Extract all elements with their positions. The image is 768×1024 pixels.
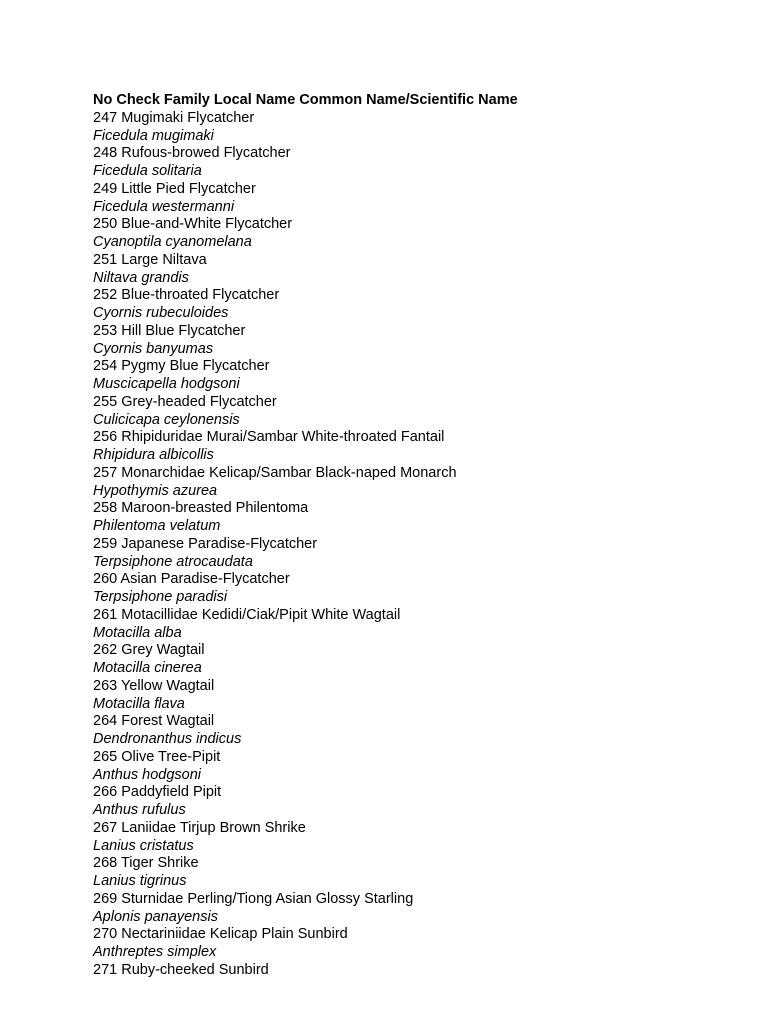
species-common-name: 253 Hill Blue Flycatcher: [93, 322, 246, 339]
species-scientific-name: Niltava grandis: [93, 269, 189, 286]
species-common-name: 268 Tiger Shrike: [93, 855, 199, 872]
species-common-name: 250 Blue-and-White Flycatcher: [93, 216, 293, 233]
species-common-name: 251 Large Niltava: [93, 251, 207, 268]
species-scientific-name: Ficedula mugimaki: [93, 127, 214, 144]
species-scientific-name: Lanius tigrinus: [93, 873, 187, 889]
species-scientific-name: Dendronanthus indicus: [93, 731, 242, 747]
species-common-name: 271 Ruby-cheeked Sunbird: [93, 961, 269, 978]
species-scientific-name: Ficedula solitaria: [93, 163, 202, 179]
species-common-name: 269 Sturnidae Perling/Tiong Asian Glossy Starling: [93, 890, 414, 907]
species-common-name: 265 Olive Tree-Pipit: [93, 748, 221, 765]
species-common-name: 266 Paddyfield Pipit: [93, 784, 222, 801]
species-scientific-name: Cyanoptila cyanomelana: [93, 234, 252, 250]
species-common-name: 247 Mugimaki Flycatcher: [93, 109, 255, 126]
species-scientific-name: Muscicapella hodgsoni: [93, 376, 240, 392]
species-scientific-name: Philentoma velatum: [93, 518, 221, 534]
species-scientific-name: Anthreptes simplex: [93, 944, 217, 960]
species-scientific-name: Motacilla flava: [93, 695, 185, 712]
species-scientific-name: Rhipidura albicollis: [93, 447, 214, 463]
species-scientific-name: Anthus rufulus: [93, 802, 186, 818]
species-common-name: 257 Monarchidae Kelicap/Sambar Black-naped Monarch: [93, 464, 457, 481]
species-scientific-name: Lanius cristatus: [93, 837, 194, 854]
species-scientific-name: Ficedula westermanni: [93, 198, 235, 215]
species-common-name: 267 Laniidae Tirjup Brown Shrike: [93, 819, 306, 836]
species-scientific-name: Terpsiphone paradisi: [93, 589, 228, 605]
species-common-name: 264 Forest Wagtail: [93, 713, 215, 730]
document-page: [93, 92, 518, 980]
species-scientific-name: Culicicapa ceylonensis: [93, 411, 240, 428]
species-scientific-name: Cyornis rubeculoides: [93, 305, 229, 321]
species-common-name: 254 Pygmy Blue Flycatcher: [93, 358, 270, 375]
species-list: [93, 110, 518, 980]
species-scientific-name: Hypothymis azurea: [93, 482, 218, 499]
species-common-name: 263 Yellow Wagtail: [93, 677, 215, 694]
species-scientific-name: Aplonis panayensis: [93, 908, 218, 925]
species-common-name: 270 Nectariniidae Kelicap Plain Sunbird: [93, 926, 348, 943]
species-common-name: 258 Maroon-breasted Philentoma: [93, 500, 309, 517]
column-header: No Check Family Local Name Common Name/Scientific Name: [93, 92, 518, 108]
species-common-name: 256 Rhipiduridae Murai/Sambar White-throated Fantail: [93, 429, 445, 446]
species-scientific-name: Anthus hodgsoni: [93, 766, 202, 783]
species-common-name: 259 Japanese Paradise-Flycatcher: [93, 535, 318, 552]
species-common-name: 248 Rufous-browed Flycatcher: [93, 145, 291, 162]
species-scientific-name: Motacilla alba: [93, 624, 182, 641]
species-common-name: 262 Grey Wagtail: [93, 642, 205, 659]
species-common-name: 252 Blue-throated Flycatcher: [93, 287, 280, 304]
species-common-name: 255 Grey-headed Flycatcher: [93, 393, 277, 410]
species-scientific-name: Cyornis banyumas: [93, 340, 214, 357]
species-common-name: 260 Asian Paradise-Flycatcher: [93, 571, 290, 588]
species-scientific-name: Motacilla cinerea: [93, 660, 202, 676]
species-common-name: 261 Motacillidae Kedidi/Ciak/Pipit White Wagtail: [93, 606, 401, 623]
species-scientific-name: Terpsiphone atrocaudata: [93, 553, 253, 570]
species-common-name: 249 Little Pied Flycatcher: [93, 180, 256, 197]
